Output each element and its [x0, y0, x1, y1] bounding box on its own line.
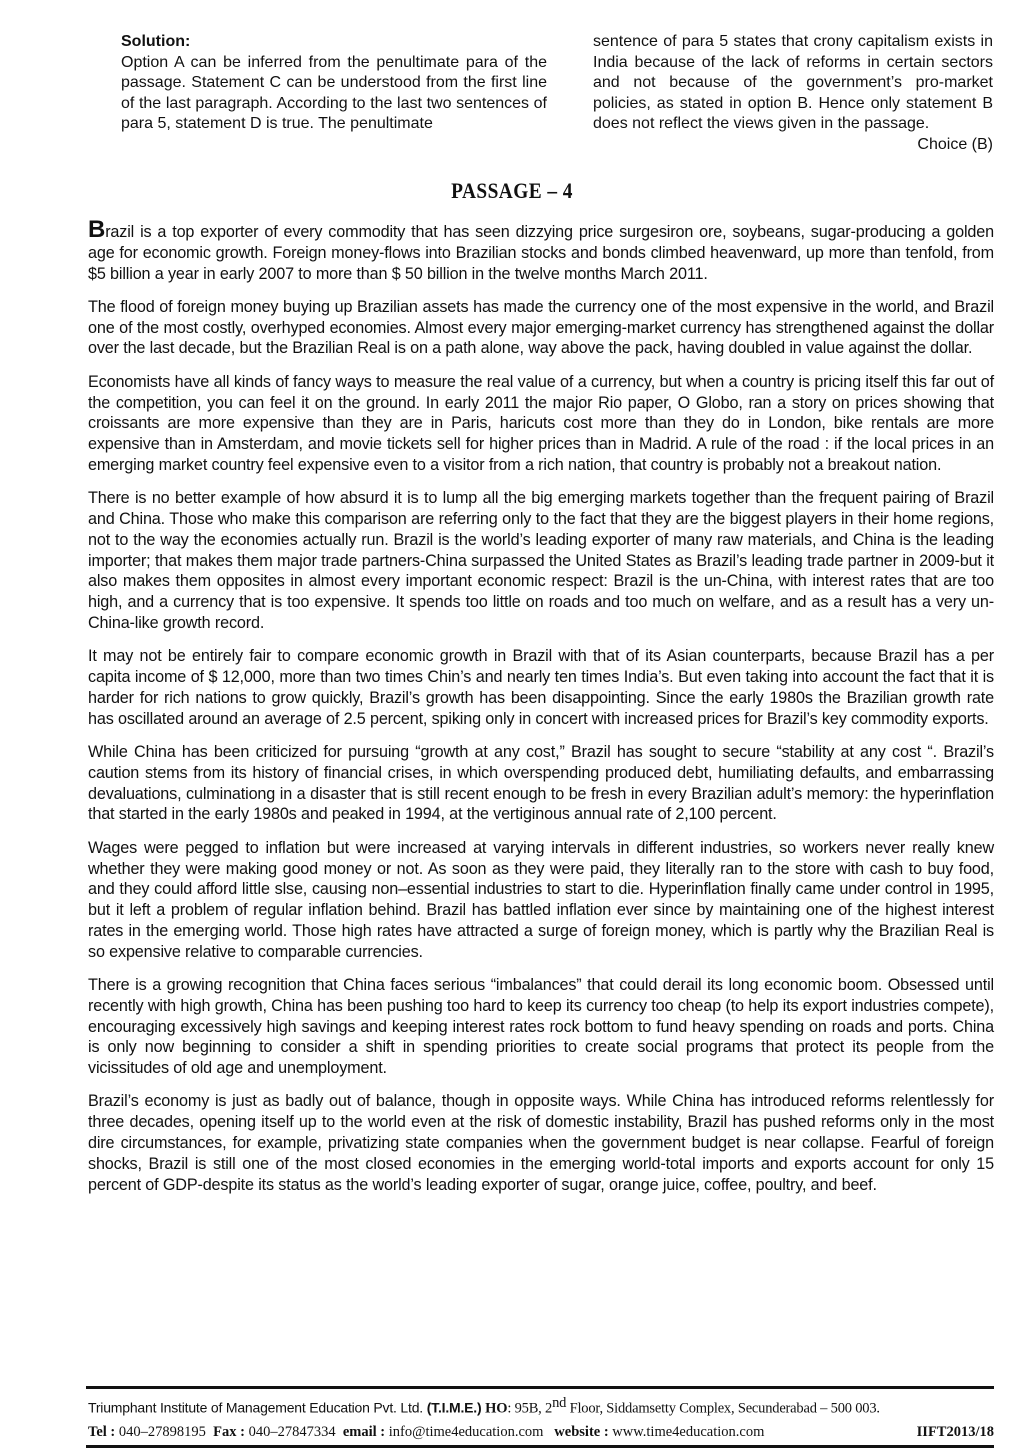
solution-section	[121, 32, 1006, 155]
website-link[interactable]: www.time4education.com	[612, 1423, 765, 1440]
passage-paragraph-9: Brazil’s economy is just as badly out of balance, though in opposite ways. While China has introduced reforms relentlessly for three decades, opening itself up to the world even at the risk of domestic instability, Brazil has pushed reforms only in the most dire circumstances, for example, privatizing state companies when the government budget is near collapse. Fearful of foreign shocks, Brazil is still one of the most closed economies in the emerging world-total imports and exports account for only 15 percent of GDP-despite its status as the world’s leading exporter of sugar, orange juice, coffee, poultry, and beef.	[88, 1092, 994, 1194]
institute-abbr: (T.I.M.E.)	[426, 1399, 482, 1416]
tel-label: Tel :	[88, 1423, 116, 1440]
footer-contact-line	[86, 1422, 994, 1445]
paragraph-text: razil is a top exporter of every commodity that has seen dizzying price surgesiron ore, soybeans, sugar-producing a golden age for economic growth. Foreign money-flows into Brazilian stocks and bonds climbed heavenward, up more than tenfold, from $5 billion a year in early 2007 to more than $ 50 billion in the twelve months March 2011.	[88, 223, 994, 283]
solution-text-right: sentence of para 5 states that crony capitalism exists in India because of the lack of reforms in certain sectors and not because of the government’s pro-market policies, as stated in option B. Hence only statement B does not reflect the views given in the passage.	[593, 33, 993, 132]
passage-paragraph-3: Economists have all kinds of fancy ways to measure the real value of a currency, but when a country is pricing itself this far out of the competition, you can feel it on the ground. In early 2011 the major Rio paper, O Globo, ran a story on prices showing that croissants are more expensive than they are in Paris, haricuts cost more than they do in London, bike rentals are more expensive than in Amsterdam, and movie tickets sell for higher prices than in Madrid. A rule of the road : if the local prices in an emerging market country feel expensive even to a visitor from a rich nation, that country is probably not a breakout nation.	[88, 372, 994, 474]
fax-value: 040–27847334	[248, 1423, 336, 1440]
passage-paragraph-6: While China has been criticized for pursuing “growth at any cost,” Brazil has sought to secure “stability at any cost “. Brazil’s caution stems from its history of financial crises, in which overspending produced debt, humiliating defaults, and embarrassing devaluations, culminationg in a disaster that is still recent enough to be fresh in every Brazilian adult’s memory: the hyperinflation that started in the early 1980s and peaked in 1994, at the vertiginous annual rate of 2,100 percent.	[88, 743, 994, 824]
address-rest: Floor, Siddamsetty Complex, Secunderabad – 500 003.	[566, 1400, 880, 1417]
tel-value: 040–27898195	[118, 1423, 206, 1440]
page-code: IIFT2013/18	[916, 1423, 994, 1440]
email-link[interactable]: info@time4education.com	[388, 1423, 544, 1440]
answer-choice: Choice (B)	[917, 135, 993, 153]
ho-label: HO	[485, 1400, 508, 1417]
footer-address-line	[86, 1389, 994, 1422]
passage-title: PASSAGE – 4	[451, 178, 573, 203]
page-footer	[86, 1386, 994, 1448]
passage-paragraph-7: Wages were pegged to inflation but were increased at varying intervals in different industries, so workers never really knew whether they were making good money or not. As soon as they were paid, they literally ran to the store with cash to buy food, and they could afford little slse, causing non–essential industries to start to die. Hyperinflation finally came under control in 1995, but it left a problem of regular inflation behind. Brazil has battled inflation ever since by maintaining one of the highest interest rates in the emerging world. Those high rates have attracted a surge of foreign money, which is partly why the Brazilian Real is so expensive relative to comparable currencies.	[88, 838, 994, 961]
passage-paragraph-4: There is no better example of how absurd it is to lump all the big emerging markets together than the frequent pairing of Brazil and China. Those who make this comparison are referring only to the fact that they are the biggest players in their home regions, not to the way the economies actually run. Brazil is the world’s leading exporter of many raw materials, and China is the leading importer; that makes them major trade partners-China surpassed the United States as Brazil’s leading trade partner in 2009-but it also makes them opposites in almost every important economic respect: Brazil is the un-China, with interest rates that are too high, and a currency that is too expensive. It spends too little on roads and too much on welfare, and as a result has a very un-China-like growth record.	[88, 489, 994, 633]
fax-label: Fax :	[213, 1423, 245, 1440]
footer-bottom-rule	[86, 1445, 994, 1448]
passage-paragraph-8: There is a growing recognition that China faces serious “imbalances” that could derail its long economic boom. Obsessed until recently with high growth, China has been pushing too hard to keep its currency too cheap (to help its export industries compete), encouraging excessively high savings and keeping interest rates rock bottom to fund heavy spending on roads and ports. China is only now beginning to consider a shift in spending priorities to create social programs that protect its people from the vicissitudes of old age and unemployment.	[88, 976, 994, 1078]
passage-paragraph-2: The flood of foreign money buying up Brazilian assets has made the currency one of the most expensive in the world, and Brazil one of the most costly, overhyped economies. Almost every major emerging-market currency has strengthened against the dollar over the last decade, but the Brazilian Real is on a path alone, way above the pack, having doubled in value against the dollar.	[88, 297, 994, 358]
solution-right-column	[593, 32, 993, 155]
passage-body	[88, 216, 994, 1208]
institute-name: Triumphant Institute of Management Education Pvt. Ltd.	[88, 1399, 423, 1416]
passage-paragraph-5: It may not be entirely fair to compare economic growth in Brazil with that of its Asian counterparts, because Brazil has a per capita income of $ 12,000, more than two times Chin’s and nearly ten times India’s. But even taking into account the fact that it is harder for rich nations to grow quickly, Brazil’s growth has been disappointing. Since the early 1980s the Brazilian growth rate has oscillated around an average of 2.5 percent, spiking only in concert with increased prices for Brazil’s key commodity exports.	[88, 647, 994, 728]
drop-cap: B	[88, 216, 106, 243]
passage-paragraph-1	[88, 216, 994, 284]
email-label: email :	[342, 1423, 386, 1440]
ordinal-sup: nd	[552, 1395, 567, 1411]
address-part: : 95B, 2	[507, 1400, 553, 1417]
website-label: website :	[554, 1423, 609, 1440]
solution-text-left: Option A can be inferred from the penultimate para of the passage. Statement C can be understood from the first line of the last paragraph. According to the last two sentences of para 5, statement D is true. The penultimate	[121, 53, 547, 132]
solution-title: Solution:	[121, 33, 191, 50]
spacer	[764, 1424, 916, 1441]
solution-left-column	[121, 32, 547, 155]
